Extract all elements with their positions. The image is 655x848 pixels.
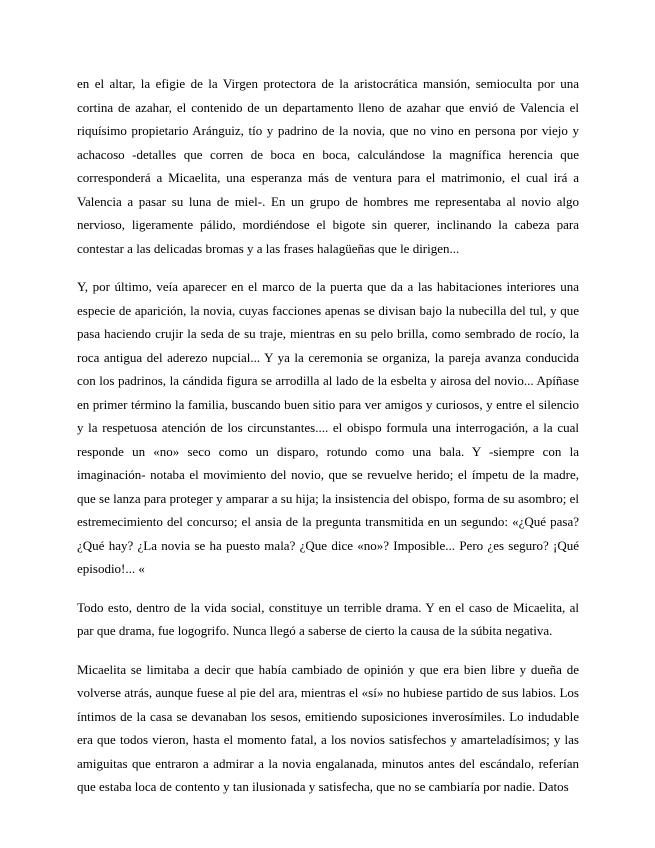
paragraph-3: Todo esto, dentro de la vida social, constituye un terrible drama. Y en el caso de Micaelita, al par que drama, fue logogrifo. Nunca llegó a saberse de cierto la causa de la súbita negativa. <box>77 599 579 638</box>
paragraph-4: Micaelita se limitaba a decir que había cambiado de opinión y que era bien libre y dueña de volverse atrás, aunque fuese al pie del ara, mientras el «sí» no hubiese partido de sus labios. Los íntimos de la casa se devanaban los sesos, emitiendo suposiciones inverosímiles. Lo indudable era que todos vieron, hasta el momento fatal, a los novios satisfechos y amarteladísimos; y las amiguitas que entraron a admirar a la novia engalanada, minutos antes del escándalo, referían que estaba loca de contento y tan ilusionada y satisfecha, que no se cambiaría por nadie. Datos <box>77 661 579 794</box>
paragraph-2: Y, por último, veía aparecer en el marco de la puerta que da a las habitaciones interiores una especie de aparición, la novia, cuyas facciones apenas se divisan bajo la nubecilla del tul, y que pasa haciendo crujir la seda de su traje, mientras en su pelo brilla, como sembrado de rocío, la roca antigua del aderezo nupcial... Y ya la ceremonia se organiza, la pareja avanza conducida con los padrinos, la cándida figura se arrodilla al lado de la esbelta y airosa del novio... Apíñase en primer término la familia, buscando buen sitio para ver amigos y curiosos, y entre el silencio y la respetuosa atención de los circunstantes.... el obispo formula una interrogación, a la cual responde un «no» seco como un disparo, rotundo como una bala. Y -siempre con la imaginación- notaba el movimiento del novio, que se revuelve herido; el ímpetu de la madre, que se lanza para proteger y amparar a su hija; la insistencia del obispo, forma de su asombro; el estremecimiento del concurso; el ansia de la pregunta transmitida en un segundo: «¿Qué pasa? ¿Qué hay? ¿La novia se ha puesto mala? ¿Que dice «no»? Imposible... Pero ¿es seguro? ¡Qué episodio!... « <box>77 279 579 576</box>
paragraph-1: en el altar, la efigie de la Virgen protectora de la aristocrática mansión, semioculta por una cortina de azahar, el contenido de un departamento lleno de azahar que envió de Valencia el riquísimo propietario Aránguiz, tío y padrino de la novia, que no vino en persona por viejo y achacoso -detalles que corren de boca en boca, calculándose la magnífica herencia que corresponderá a Micaelita, una esperanza más de ventura para el matrimonio, el cual irá a Valencia a pasar su luna de miel-. En un grupo de hombres me representaba al novio algo nervioso, ligeramente pálido, mordiéndose el bigote sin querer, inclinando la cabeza para contestar a las delicadas bromas y a las frases halagüeñas que le dirigen... <box>77 76 579 256</box>
document-page <box>77 72 579 814</box>
